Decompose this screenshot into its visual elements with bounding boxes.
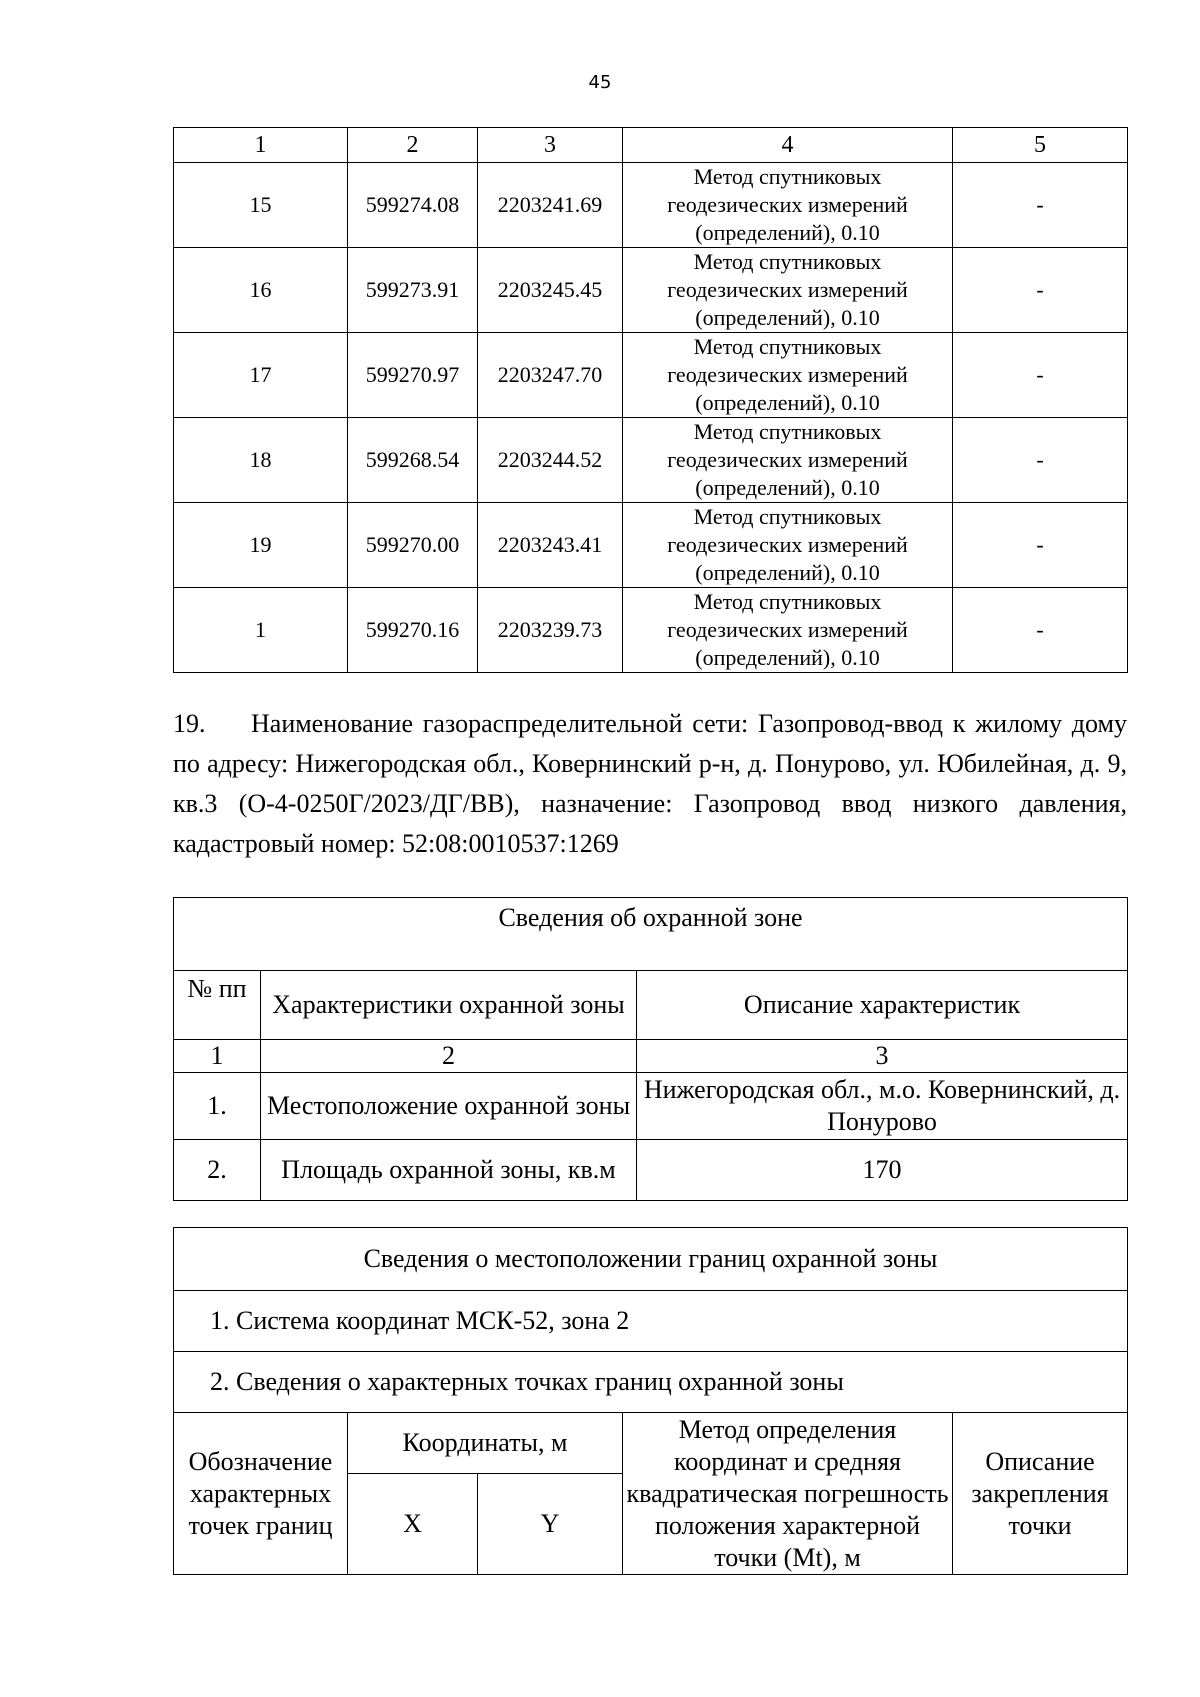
point-desc: - [953, 503, 1128, 588]
section-paragraph [173, 704, 1127, 864]
col-y: Y [478, 1474, 623, 1575]
point-x: 599274.08 [348, 163, 478, 248]
zone-row-desc: 170 [637, 1140, 1128, 1201]
point-id: 15 [174, 163, 348, 248]
point-y: 2203243.41 [478, 503, 623, 588]
col-x: X [348, 1474, 478, 1575]
table-row [174, 588, 1128, 673]
point-id: 18 [174, 418, 348, 503]
zone-info-table [173, 897, 1128, 1201]
coords-header-row [174, 128, 1128, 163]
col-point-designation: Обозначение характерных точек границ [174, 1413, 348, 1575]
coords-header-cell: 1 [174, 128, 348, 163]
zone-col-numbers-row [174, 1040, 1128, 1073]
table-row [174, 333, 1128, 418]
point-y: 2203239.73 [478, 588, 623, 673]
point-y: 2203244.52 [478, 418, 623, 503]
points-info: 2. Сведения о характерных точках границ охранной зоны [174, 1352, 1128, 1413]
zone-row-num: 1. [174, 1073, 261, 1140]
boundary-table-title: Сведения о местоположении границ охранной зоны [174, 1228, 1128, 1291]
table-row [174, 1073, 1128, 1140]
points-info-row [174, 1352, 1128, 1413]
point-desc: - [953, 248, 1128, 333]
zone-row-char: Местоположение охранной зоны [261, 1073, 637, 1140]
boundary-header-row-1 [174, 1413, 1128, 1474]
page-number: 45 [588, 72, 612, 93]
point-y: 2203247.70 [478, 333, 623, 418]
zone-col-num-cell: 3 [637, 1040, 1128, 1073]
coordinates-table [173, 127, 1128, 673]
point-method: Метод спутниковых геодезических измерений (определений), 0.10 [623, 248, 953, 333]
section-text: Наименование газораспределительной сети: Газопровод-ввод к жилому дому по адресу: Нижегородская обл., Ковернинский р-н, д. Понурово, ул. Юбилейная, д. 9, кв.3 (О-4-0250Г/2023/ДГ/ВВ), назначение: Газопровод ввод низкого давления, кадастровый номер: 52:08:0010537:1269 [173, 709, 1127, 858]
point-id: 1 [174, 588, 348, 673]
coord-system-row [174, 1291, 1128, 1352]
coords-header-cell: 5 [953, 128, 1128, 163]
point-y: 2203245.45 [478, 248, 623, 333]
point-id: 19 [174, 503, 348, 588]
point-method: Метод спутниковых геодезических измерений (определений), 0.10 [623, 163, 953, 248]
col-coordinates: Координаты, м [348, 1413, 623, 1474]
coords-header-cell: 4 [623, 128, 953, 163]
zone-row-desc: Нижегородская обл., м.о. Ковернинский, д. Понурово [637, 1073, 1128, 1140]
point-x: 599268.54 [348, 418, 478, 503]
point-id: 17 [174, 333, 348, 418]
table-row [174, 418, 1128, 503]
coords-header-cell: 2 [348, 128, 478, 163]
point-method: Метод спутниковых геодезических измерений (определений), 0.10 [623, 588, 953, 673]
coord-system: 1. Система координат МСК-52, зона 2 [174, 1291, 1128, 1352]
section-number: 19. [173, 709, 206, 738]
boundary-title-row [174, 1228, 1128, 1291]
point-desc: - [953, 163, 1128, 248]
table-row [174, 163, 1128, 248]
boundary-info-table [173, 1227, 1128, 1575]
point-method: Метод спутниковых геодезических измерений (определений), 0.10 [623, 333, 953, 418]
zone-col-num-cell: 1 [174, 1040, 261, 1073]
point-x: 599270.97 [348, 333, 478, 418]
point-y: 2203241.69 [478, 163, 623, 248]
point-id: 16 [174, 248, 348, 333]
point-method: Метод спутниковых геодезических измерений (определений), 0.10 [623, 503, 953, 588]
zone-col-description: Описание характеристик [637, 971, 1128, 1040]
point-desc: - [953, 418, 1128, 503]
table-row [174, 503, 1128, 588]
zone-col-number: № пп [174, 971, 261, 1040]
point-method: Метод спутниковых геодезических измерений (определений), 0.10 [623, 418, 953, 503]
point-x: 599273.91 [348, 248, 478, 333]
point-x: 599270.00 [348, 503, 478, 588]
zone-row-num: 2. [174, 1140, 261, 1201]
col-fixing-description: Описание закрепления точки [953, 1413, 1128, 1575]
zone-col-num-cell: 2 [261, 1040, 637, 1073]
point-desc: - [953, 588, 1128, 673]
table-row [174, 248, 1128, 333]
coords-header-cell: 3 [478, 128, 623, 163]
zone-row-char: Площадь охранной зоны, кв.м [261, 1140, 637, 1201]
point-desc: - [953, 333, 1128, 418]
zone-col-characteristic: Характеристики охранной зоны [261, 971, 637, 1040]
col-method: Метод определения координат и средняя квадратическая погрешность положения характерной точки (Mt), м [623, 1413, 953, 1575]
zone-title-row [174, 898, 1128, 971]
zone-header-row [174, 971, 1128, 1040]
zone-table-title: Сведения об охранной зоне [174, 898, 1128, 971]
point-x: 599270.16 [348, 588, 478, 673]
table-row [174, 1140, 1128, 1201]
